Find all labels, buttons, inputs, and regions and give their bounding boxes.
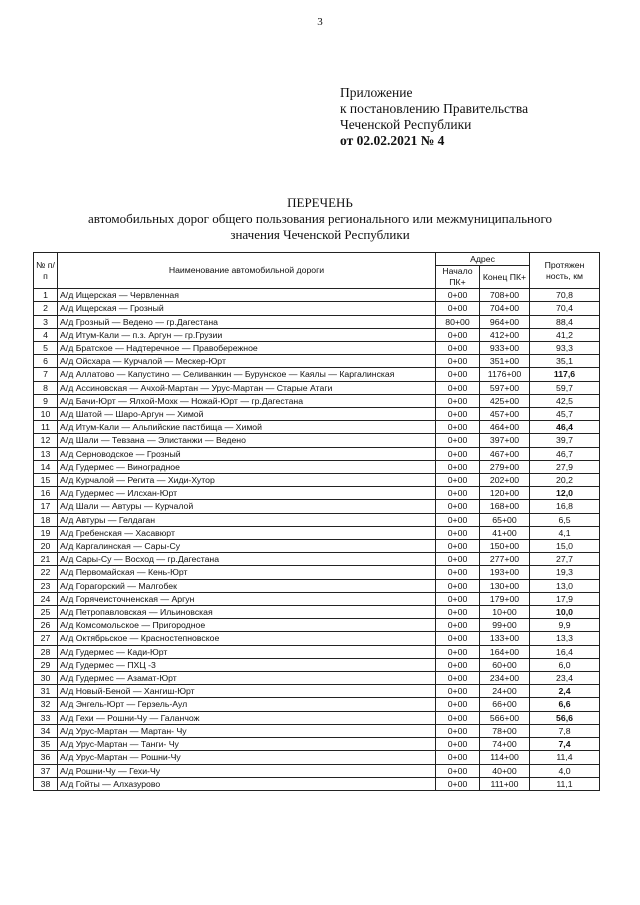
end-pk: 597+00 [480, 381, 530, 394]
length-km: 6,5 [530, 513, 600, 526]
road-name: А/д Шали — Тевзана — Элистанжи — Ведено [58, 434, 436, 447]
row-number: 10 [34, 408, 58, 421]
road-name: А/д Гойты — Алхазурово [58, 777, 436, 790]
length-km: 16,8 [530, 500, 600, 513]
end-pk: 60+00 [480, 658, 530, 671]
end-pk: 111+00 [480, 777, 530, 790]
end-pk: 66+00 [480, 698, 530, 711]
end-pk: 179+00 [480, 592, 530, 605]
table-row [34, 526, 600, 539]
table-row [34, 487, 600, 500]
row-number: 4 [34, 328, 58, 341]
row-number: 14 [34, 460, 58, 473]
road-name: А/д Гребенская — Хасавюрт [58, 526, 436, 539]
end-pk: 99+00 [480, 619, 530, 632]
start-pk: 0+00 [436, 526, 480, 539]
table-row [34, 394, 600, 407]
end-pk: 130+00 [480, 579, 530, 592]
road-name: А/д Рошни-Чу — Гехи-Чу [58, 764, 436, 777]
header-end: Конец ПК+ [480, 266, 530, 289]
end-pk: 150+00 [480, 540, 530, 553]
road-name: А/д Горячеисточненская — Аргун [58, 592, 436, 605]
table-row [34, 566, 600, 579]
end-pk: 566+00 [480, 711, 530, 724]
end-pk: 78+00 [480, 724, 530, 737]
road-name: А/д Гудермес — Кади-Юрт [58, 645, 436, 658]
appendix-line-1: Приложение [340, 85, 413, 100]
table-row [34, 381, 600, 394]
length-km: 23,4 [530, 672, 600, 685]
row-number: 30 [34, 672, 58, 685]
table-row [34, 315, 600, 328]
road-name: А/д Гехи — Рошни-Чу — Галанчож [58, 711, 436, 724]
table-row [34, 302, 600, 315]
row-number: 25 [34, 606, 58, 619]
length-km: 27,9 [530, 460, 600, 473]
road-name: А/д Энгель-Юрт — Герзель-Аул [58, 698, 436, 711]
start-pk: 0+00 [436, 566, 480, 579]
start-pk: 0+00 [436, 513, 480, 526]
end-pk: 964+00 [480, 315, 530, 328]
table-row [34, 289, 600, 302]
table-row [34, 685, 600, 698]
road-name: А/д Каргалинская — Сары-Су [58, 540, 436, 553]
start-pk: 0+00 [436, 579, 480, 592]
road-name: А/д Ойсхара — Курчалой — Мескер-Юрт [58, 355, 436, 368]
end-pk: 467+00 [480, 447, 530, 460]
end-pk: 708+00 [480, 289, 530, 302]
table-row [34, 421, 600, 434]
length-km: 13,0 [530, 579, 600, 592]
table-row [34, 751, 600, 764]
start-pk: 0+00 [436, 606, 480, 619]
start-pk: 0+00 [436, 645, 480, 658]
length-km: 16,4 [530, 645, 600, 658]
length-km: 12,0 [530, 487, 600, 500]
table-row [34, 474, 600, 487]
length-km: 10,0 [530, 606, 600, 619]
table-row [34, 764, 600, 777]
row-number: 3 [34, 315, 58, 328]
row-number: 2 [34, 302, 58, 315]
end-pk: 202+00 [480, 474, 530, 487]
table-row [34, 632, 600, 645]
table-row [34, 328, 600, 341]
header-start: Начало ПК+ [436, 266, 480, 289]
start-pk: 0+00 [436, 289, 480, 302]
table-row [34, 645, 600, 658]
start-pk: 0+00 [436, 777, 480, 790]
road-name: А/д Ассиновская — Ачхой-Мартан — Урус-Мартан — Старые Атаги [58, 381, 436, 394]
start-pk: 80+00 [436, 315, 480, 328]
table-row [34, 460, 600, 473]
row-number: 23 [34, 579, 58, 592]
road-name: А/д Горагорский — Малгобек [58, 579, 436, 592]
road-name: А/д Братское — Надтеречное — Правобережное [58, 342, 436, 355]
row-number: 8 [34, 381, 58, 394]
title-line-1: автомобильных дорог общего пользования регионального или межмуниципального [88, 211, 552, 226]
length-km: 11,1 [530, 777, 600, 790]
road-name: А/д Октябрьское — Красностепновское [58, 632, 436, 645]
road-name: А/д Урус-Мартан — Рошни-Чу [58, 751, 436, 764]
start-pk: 0+00 [436, 368, 480, 381]
length-km: 39,7 [530, 434, 600, 447]
length-km: 19,3 [530, 566, 600, 579]
start-pk: 0+00 [436, 658, 480, 671]
header-number: № п/п [34, 253, 58, 289]
row-number: 32 [34, 698, 58, 711]
length-km: 45,7 [530, 408, 600, 421]
end-pk: 933+00 [480, 342, 530, 355]
appendix-line-3: Чеченской Республики [340, 117, 472, 132]
end-pk: 164+00 [480, 645, 530, 658]
row-number: 38 [34, 777, 58, 790]
title-line-2: значения Чеченской Республики [230, 227, 410, 242]
start-pk: 0+00 [436, 724, 480, 737]
road-name: А/д Сары-Су — Восход — гр.Дагестана [58, 553, 436, 566]
row-number: 33 [34, 711, 58, 724]
length-km: 6,6 [530, 698, 600, 711]
end-pk: 65+00 [480, 513, 530, 526]
length-km: 46,7 [530, 447, 600, 460]
road-name: А/д Петропавловская — Ильиновская [58, 606, 436, 619]
row-number: 1 [34, 289, 58, 302]
appendix-line-2: к постановлению Правительства [340, 101, 529, 116]
road-name: А/д Аллатово — Капустино — Селиванкин — Бурунское — Каялы — Каргалинская [58, 368, 436, 381]
row-number: 16 [34, 487, 58, 500]
end-pk: 1176+00 [480, 368, 530, 381]
table-row [34, 368, 600, 381]
table-row [34, 447, 600, 460]
end-pk: 351+00 [480, 355, 530, 368]
table-row [34, 553, 600, 566]
end-pk: 412+00 [480, 328, 530, 341]
length-km: 46,4 [530, 421, 600, 434]
roads-table [33, 252, 600, 791]
road-name: А/д Первомайская — Кень-Юрт [58, 566, 436, 579]
road-name: А/д Гудермес — Виноградное [58, 460, 436, 473]
road-name: А/д Урус-Мартан — Танги- Чу [58, 738, 436, 751]
road-name: А/д Бачи-Юрт — Ялхой-Мохк — Ножай-Юрт — гр.Дагестана [58, 394, 436, 407]
appendix-date-number: от 02.02.2021 № 4 [340, 133, 445, 148]
start-pk: 0+00 [436, 685, 480, 698]
start-pk: 0+00 [436, 487, 480, 500]
start-pk: 0+00 [436, 474, 480, 487]
table-row [34, 777, 600, 790]
table-row [34, 434, 600, 447]
start-pk: 0+00 [436, 328, 480, 341]
start-pk: 0+00 [436, 302, 480, 315]
length-km: 15,0 [530, 540, 600, 553]
header-address: Адрес [436, 253, 530, 266]
end-pk: 133+00 [480, 632, 530, 645]
start-pk: 0+00 [436, 434, 480, 447]
row-number: 35 [34, 738, 58, 751]
row-number: 7 [34, 368, 58, 381]
length-km: 2,4 [530, 685, 600, 698]
length-km: 7,8 [530, 724, 600, 737]
road-name: А/д Шатой — Шаро-Аргун — Химой [58, 408, 436, 421]
row-number: 36 [34, 751, 58, 764]
start-pk: 0+00 [436, 711, 480, 724]
start-pk: 0+00 [436, 764, 480, 777]
length-km: 117,6 [530, 368, 600, 381]
row-number: 19 [34, 526, 58, 539]
start-pk: 0+00 [436, 355, 480, 368]
table-row [34, 592, 600, 605]
appendix-block [340, 85, 528, 149]
road-name: А/д Итум-Кали — п.з. Аргун — гр.Грузии [58, 328, 436, 341]
end-pk: 24+00 [480, 685, 530, 698]
length-km: 41,2 [530, 328, 600, 341]
table-row [34, 513, 600, 526]
table-row [34, 711, 600, 724]
start-pk: 0+00 [436, 381, 480, 394]
road-name: А/д Ищерская — Грозный [58, 302, 436, 315]
length-km: 70,8 [530, 289, 600, 302]
table-row [34, 672, 600, 685]
end-pk: 464+00 [480, 421, 530, 434]
length-km: 11,4 [530, 751, 600, 764]
row-number: 12 [34, 434, 58, 447]
header-length: Протяжен ность, км [530, 253, 600, 289]
length-km: 9,9 [530, 619, 600, 632]
start-pk: 0+00 [436, 672, 480, 685]
row-number: 13 [34, 447, 58, 460]
start-pk: 0+00 [436, 751, 480, 764]
road-name: А/д Новый-Беной — Хангиш-Юрт [58, 685, 436, 698]
length-km: 20,2 [530, 474, 600, 487]
length-km: 93,3 [530, 342, 600, 355]
end-pk: 41+00 [480, 526, 530, 539]
length-km: 56,6 [530, 711, 600, 724]
road-name: А/д Гудермес — Илсхан-Юрт [58, 487, 436, 500]
length-km: 27,7 [530, 553, 600, 566]
end-pk: 168+00 [480, 500, 530, 513]
table-row [34, 606, 600, 619]
start-pk: 0+00 [436, 408, 480, 421]
end-pk: 457+00 [480, 408, 530, 421]
table-row [34, 698, 600, 711]
start-pk: 0+00 [436, 632, 480, 645]
end-pk: 277+00 [480, 553, 530, 566]
table-row [34, 619, 600, 632]
end-pk: 74+00 [480, 738, 530, 751]
road-name: А/д Ищерская — Червленная [58, 289, 436, 302]
row-number: 22 [34, 566, 58, 579]
end-pk: 425+00 [480, 394, 530, 407]
end-pk: 120+00 [480, 487, 530, 500]
road-name: А/д Грозный — Ведено — гр.Дагестана [58, 315, 436, 328]
row-number: 37 [34, 764, 58, 777]
start-pk: 0+00 [436, 738, 480, 751]
table-row [34, 540, 600, 553]
row-number: 34 [34, 724, 58, 737]
start-pk: 0+00 [436, 592, 480, 605]
table-row [34, 408, 600, 421]
row-number: 31 [34, 685, 58, 698]
table-row [34, 658, 600, 671]
road-name: А/д Урус-Мартан — Мартан- Чу [58, 724, 436, 737]
row-number: 21 [34, 553, 58, 566]
start-pk: 0+00 [436, 553, 480, 566]
document-title [0, 195, 640, 243]
end-pk: 234+00 [480, 672, 530, 685]
table-body [34, 289, 600, 791]
row-number: 20 [34, 540, 58, 553]
row-number: 9 [34, 394, 58, 407]
row-number: 27 [34, 632, 58, 645]
start-pk: 0+00 [436, 394, 480, 407]
road-name: А/д Шали — Автуры — Курчалой [58, 500, 436, 513]
road-name: А/д Курчалой — Регита — Хиди-Хутор [58, 474, 436, 487]
row-number: 11 [34, 421, 58, 434]
road-name: А/д Комсомольское — Пригородное [58, 619, 436, 632]
start-pk: 0+00 [436, 342, 480, 355]
length-km: 4,0 [530, 764, 600, 777]
table-row [34, 579, 600, 592]
end-pk: 10+00 [480, 606, 530, 619]
row-number: 24 [34, 592, 58, 605]
start-pk: 0+00 [436, 421, 480, 434]
table-row [34, 500, 600, 513]
length-km: 4,1 [530, 526, 600, 539]
length-km: 13,3 [530, 632, 600, 645]
row-number: 15 [34, 474, 58, 487]
road-name: А/д Серноводское — Грозный [58, 447, 436, 460]
start-pk: 0+00 [436, 460, 480, 473]
table-row [34, 355, 600, 368]
end-pk: 114+00 [480, 751, 530, 764]
end-pk: 279+00 [480, 460, 530, 473]
row-number: 26 [34, 619, 58, 632]
length-km: 70,4 [530, 302, 600, 315]
table-row [34, 738, 600, 751]
end-pk: 704+00 [480, 302, 530, 315]
row-number: 18 [34, 513, 58, 526]
length-km: 88,4 [530, 315, 600, 328]
length-km: 17,9 [530, 592, 600, 605]
table-row [34, 724, 600, 737]
row-number: 5 [34, 342, 58, 355]
start-pk: 0+00 [436, 447, 480, 460]
end-pk: 397+00 [480, 434, 530, 447]
row-number: 17 [34, 500, 58, 513]
road-name: А/д Гудермес — Азамат-Юрт [58, 672, 436, 685]
page-number: 3 [317, 16, 323, 28]
length-km: 42,5 [530, 394, 600, 407]
table-row [34, 342, 600, 355]
table-header [34, 253, 600, 289]
length-km: 35,1 [530, 355, 600, 368]
title-heading: ПЕРЕЧЕНЬ [287, 195, 353, 210]
length-km: 7,4 [530, 738, 600, 751]
start-pk: 0+00 [436, 698, 480, 711]
row-number: 6 [34, 355, 58, 368]
road-name: А/д Гудермес — ПХЦ -3 [58, 658, 436, 671]
start-pk: 0+00 [436, 500, 480, 513]
length-km: 59,7 [530, 381, 600, 394]
length-km: 6,0 [530, 658, 600, 671]
end-pk: 40+00 [480, 764, 530, 777]
road-name: А/д Итум-Кали — Альпийские пастбища — Химой [58, 421, 436, 434]
end-pk: 193+00 [480, 566, 530, 579]
start-pk: 0+00 [436, 540, 480, 553]
road-name: А/д Автуры — Гелдаган [58, 513, 436, 526]
row-number: 28 [34, 645, 58, 658]
header-road-name: Наименование автомобильной дороги [58, 253, 436, 289]
start-pk: 0+00 [436, 619, 480, 632]
row-number: 29 [34, 658, 58, 671]
